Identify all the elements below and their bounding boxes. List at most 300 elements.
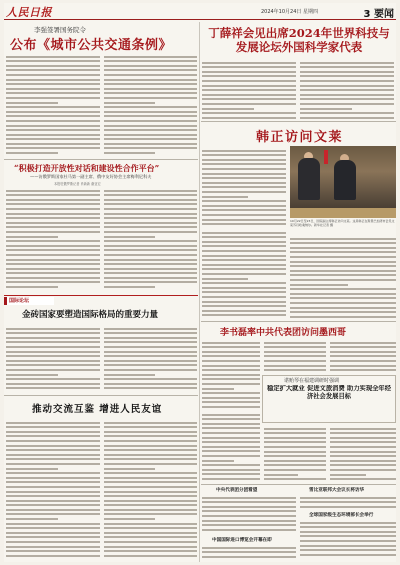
text-line [290, 284, 348, 286]
article-headline: 全球国家级生态环境部长会举行 [309, 513, 374, 518]
text-line [6, 481, 100, 483]
text-line [202, 355, 260, 357]
text-line [104, 152, 155, 154]
text-line [104, 277, 197, 279]
text-line [202, 62, 296, 64]
text-line [104, 138, 197, 140]
text-line [6, 454, 100, 456]
text-line [300, 108, 352, 110]
article-body-text [6, 187, 100, 292]
text-line [6, 555, 100, 557]
text-line [104, 203, 197, 205]
person-figure [334, 160, 356, 200]
text-line [330, 351, 396, 353]
text-line [202, 196, 248, 198]
article-body-text [6, 325, 100, 391]
text-line [104, 74, 197, 76]
text-line [202, 529, 296, 531]
person-figure [298, 158, 320, 200]
text-line [202, 154, 286, 156]
text-line [104, 226, 197, 228]
text-line [264, 437, 326, 439]
text-line [202, 209, 286, 211]
article-headline: 李书磊率中共代表团访问墨西哥 [220, 328, 347, 338]
text-line [104, 83, 197, 85]
article-headline: 公布《城市公共交通条例》 [10, 38, 173, 53]
text-line [202, 314, 286, 316]
text-line [202, 351, 260, 353]
red-rule [4, 295, 198, 296]
text-line [6, 245, 100, 247]
text-line [264, 474, 298, 476]
text-line [104, 272, 197, 274]
text-line [290, 311, 396, 313]
text-line [202, 450, 260, 452]
text-line [6, 337, 100, 339]
text-line [104, 504, 197, 506]
text-line [202, 301, 286, 303]
text-line [6, 203, 100, 205]
text-line [264, 478, 326, 480]
column-divider [199, 22, 200, 562]
text-line [202, 205, 286, 207]
article-body-text [104, 419, 197, 559]
text-line [104, 129, 197, 131]
text-line [6, 208, 100, 210]
text-line [6, 328, 100, 330]
text-line [290, 247, 396, 249]
text-line [202, 460, 234, 462]
text-line [6, 199, 100, 201]
text-line [202, 219, 286, 221]
text-line [6, 387, 100, 389]
text-line [104, 92, 197, 94]
text-line [330, 432, 396, 434]
text-line [6, 129, 100, 131]
text-line [202, 191, 286, 193]
text-line [104, 213, 197, 215]
article-headline: 稳定扩大就业 促进文旅消费 助力实现全年经济社会发展目标 [266, 385, 392, 400]
newspaper-page [4, 3, 396, 562]
text-line [104, 111, 197, 113]
text-line [300, 62, 394, 64]
text-line [290, 256, 396, 258]
text-line [104, 477, 197, 479]
text-line [202, 98, 296, 100]
text-line [330, 365, 396, 367]
section-label: 3 要闻 [363, 9, 394, 20]
text-line [6, 259, 100, 261]
text-line [330, 346, 396, 348]
news-photo [290, 146, 396, 218]
text-line [6, 147, 100, 149]
text-line [264, 342, 326, 344]
text-line [290, 302, 396, 304]
text-line [202, 473, 260, 475]
text-line [300, 526, 396, 528]
text-line [6, 495, 100, 497]
article-body-text [104, 187, 197, 292]
text-line [6, 468, 58, 470]
article-body-text [202, 147, 286, 227]
article-body-text [202, 544, 296, 560]
text-line [6, 500, 100, 502]
text-line [202, 186, 286, 188]
text-line [202, 397, 260, 399]
text-line [290, 270, 396, 272]
text-line [104, 134, 197, 136]
text-line [104, 364, 197, 366]
text-line [6, 378, 100, 380]
text-line [104, 387, 197, 389]
text-line [104, 69, 197, 71]
text-line [202, 360, 260, 362]
text-line [300, 531, 396, 533]
text-line [202, 177, 286, 179]
text-line [202, 547, 296, 549]
text-line [104, 147, 197, 149]
article-body-text [300, 519, 396, 559]
article-body-text [104, 53, 197, 156]
text-line [330, 474, 366, 476]
text-line [202, 117, 296, 119]
text-line [104, 328, 197, 330]
section-divider [4, 395, 198, 396]
text-line [104, 240, 197, 242]
article-body-text [330, 339, 396, 373]
text-line [290, 238, 396, 240]
text-line [6, 374, 58, 376]
text-line [6, 92, 100, 94]
text-line [264, 446, 326, 448]
text-line [202, 310, 286, 312]
text-line [104, 281, 197, 283]
text-line [202, 159, 286, 161]
text-line [104, 263, 197, 265]
text-line [6, 231, 100, 233]
text-line [6, 102, 58, 104]
text-line [6, 277, 100, 279]
text-line [104, 337, 197, 339]
text-line [330, 441, 396, 443]
text-line [104, 79, 197, 81]
text-line [6, 532, 100, 534]
text-line [104, 351, 197, 353]
text-line [6, 422, 100, 424]
text-line [104, 550, 197, 552]
text-line [202, 108, 254, 110]
text-line [300, 501, 396, 503]
text-line [104, 60, 197, 62]
text-line [202, 524, 296, 526]
text-line [202, 446, 260, 448]
text-line [300, 554, 396, 556]
text-line [330, 437, 396, 439]
text-line [104, 254, 197, 256]
text-line [104, 440, 197, 442]
text-line [104, 500, 197, 502]
text-line [202, 469, 260, 471]
text-line [300, 506, 396, 508]
text-line [202, 464, 260, 466]
text-line [104, 56, 197, 58]
text-line [264, 351, 326, 353]
text-line [330, 369, 396, 371]
text-line [104, 422, 197, 424]
text-line [6, 97, 100, 99]
text-line [104, 472, 197, 474]
text-line [290, 261, 396, 263]
text-line [202, 163, 286, 165]
text-line [104, 532, 197, 534]
furniture [290, 208, 396, 218]
text-line [202, 264, 286, 266]
text-line [104, 208, 197, 210]
text-line [300, 549, 396, 551]
text-line [104, 286, 155, 288]
text-line [202, 273, 286, 275]
text-line [202, 296, 286, 298]
text-line [202, 287, 286, 289]
text-line [6, 115, 100, 117]
text-line [290, 293, 396, 295]
article-byline: 本报驻俄罗斯记者 肖新新 谢亚宏 [54, 182, 101, 186]
text-line [202, 85, 296, 87]
text-line [6, 213, 100, 215]
text-line [202, 241, 286, 243]
text-line [104, 445, 197, 447]
text-line [264, 346, 326, 348]
text-line [264, 441, 326, 443]
text-line [6, 263, 100, 265]
text-line [202, 427, 260, 429]
text-line [104, 454, 197, 456]
text-line [104, 458, 197, 460]
text-line [6, 364, 100, 366]
text-line [6, 125, 100, 127]
text-line [202, 291, 286, 293]
text-line [6, 111, 100, 113]
text-line [6, 74, 100, 76]
text-line [6, 222, 100, 224]
text-line [202, 182, 286, 184]
text-line [6, 69, 100, 71]
text-line [104, 463, 197, 465]
text-line [6, 486, 100, 488]
text-line [264, 455, 326, 457]
article-headline: 丁薛祥会见出席2024年世界科技与发展论坛外国科学家代表 [208, 26, 390, 54]
text-line [6, 513, 100, 515]
text-line [6, 106, 100, 108]
article-body-text [264, 339, 326, 373]
text-line [6, 65, 100, 67]
text-line [104, 355, 197, 357]
text-line [6, 83, 100, 85]
section-divider [201, 321, 396, 322]
text-line [202, 112, 296, 114]
article-body-text [202, 339, 260, 409]
text-line [104, 435, 197, 437]
text-line [6, 217, 100, 219]
text-line [202, 214, 286, 216]
text-line [6, 341, 100, 343]
text-line [6, 426, 100, 428]
text-line [264, 365, 326, 367]
text-line [202, 268, 286, 270]
text-line [300, 540, 396, 542]
text-line [104, 486, 197, 488]
text-line [330, 455, 396, 457]
text-line [202, 66, 296, 68]
text-line [6, 369, 100, 371]
text-line [264, 369, 326, 371]
text-line [104, 527, 197, 529]
text-line [202, 250, 286, 252]
text-line [202, 259, 286, 261]
text-line [202, 437, 260, 439]
text-line [202, 501, 296, 503]
article-body-text [290, 235, 396, 319]
text-line [104, 143, 197, 145]
article-body-text [202, 229, 286, 319]
text-line [330, 469, 396, 471]
text-line [290, 297, 396, 299]
text-line [264, 460, 326, 462]
text-line [6, 435, 100, 437]
text-line [6, 541, 100, 543]
text-line [300, 75, 394, 77]
text-line [6, 194, 100, 196]
text-line [202, 80, 296, 82]
text-line [300, 522, 396, 524]
text-line [6, 458, 100, 460]
text-line [202, 346, 260, 348]
text-line [6, 88, 100, 90]
text-line [104, 190, 197, 192]
text-line [6, 440, 100, 442]
article-headline: 雪比亚联邦大会议长将访华 [309, 488, 365, 493]
text-line [6, 550, 100, 552]
text-line [330, 428, 396, 430]
text-line [104, 102, 155, 104]
text-line [104, 546, 197, 548]
article-body-text [202, 59, 296, 119]
text-line [6, 226, 100, 228]
text-line [300, 545, 396, 547]
text-line [104, 259, 197, 261]
text-line [6, 286, 58, 288]
text-line [104, 217, 197, 219]
photo-caption: 10月22日至23日，国家副主席韩正访问文莱。这是韩正在斯里巴加湾市会见文莱苏丹哈桑纳尔。新华社记者 摄 [290, 219, 395, 228]
text-line [104, 481, 197, 483]
text-line [202, 89, 296, 91]
text-line [300, 85, 394, 87]
text-line [6, 346, 100, 348]
section-divider [201, 484, 396, 485]
text-line [6, 56, 100, 58]
text-line [202, 414, 260, 416]
text-line [202, 551, 296, 553]
text-line [300, 66, 394, 68]
text-line [202, 374, 260, 376]
text-line [264, 464, 326, 466]
text-line [202, 515, 296, 517]
text-line [6, 60, 100, 62]
text-line [290, 288, 396, 290]
text-line [6, 120, 100, 122]
text-line [202, 556, 296, 558]
text-line [6, 152, 58, 154]
text-line [104, 536, 197, 538]
text-line [6, 472, 100, 474]
text-line [104, 509, 197, 511]
text-line [104, 541, 197, 543]
text-line [300, 98, 394, 100]
text-line [300, 112, 394, 114]
text-line [202, 173, 286, 175]
article-body-text [202, 411, 260, 481]
text-line [6, 134, 100, 136]
text-line [202, 478, 260, 480]
text-line [104, 125, 197, 127]
text-line [202, 423, 260, 425]
text-line [202, 103, 296, 105]
text-line [202, 418, 260, 420]
text-line [202, 365, 260, 367]
text-line [202, 223, 286, 225]
article-body-text [264, 425, 326, 481]
text-line [104, 518, 155, 520]
article-body-text [6, 53, 100, 156]
article-headline: 金砖国家要塑造国际格局的重要力量 [22, 310, 159, 320]
text-line [300, 535, 396, 537]
masthead [4, 3, 396, 20]
text-line [104, 332, 197, 334]
text-line [6, 190, 100, 192]
text-line [202, 455, 260, 457]
article-body-text [330, 425, 396, 481]
section-divider [201, 121, 396, 122]
text-line [6, 268, 100, 270]
text-line [300, 117, 394, 119]
text-line [202, 497, 296, 499]
text-line [330, 446, 396, 448]
article-headline: 中国国际进口博览会开幕在即 [212, 538, 272, 543]
text-line [264, 360, 326, 362]
text-line [6, 355, 100, 357]
text-line [6, 254, 100, 256]
text-line [202, 245, 286, 247]
text-line [330, 360, 396, 362]
text-line [264, 469, 326, 471]
text-line [6, 523, 100, 525]
text-line [104, 199, 197, 201]
text-line [104, 268, 197, 270]
text-line [104, 97, 197, 99]
text-line [330, 478, 396, 480]
text-line [290, 307, 396, 309]
text-line [290, 265, 396, 267]
text-line [202, 401, 260, 403]
text-line [104, 449, 197, 451]
text-line [104, 249, 197, 251]
text-line [290, 279, 396, 281]
text-line [104, 88, 197, 90]
text-line [202, 232, 286, 234]
text-line [6, 491, 100, 493]
issue-date: 2024年10月24日 星期四 [260, 9, 318, 15]
text-line [104, 106, 197, 108]
